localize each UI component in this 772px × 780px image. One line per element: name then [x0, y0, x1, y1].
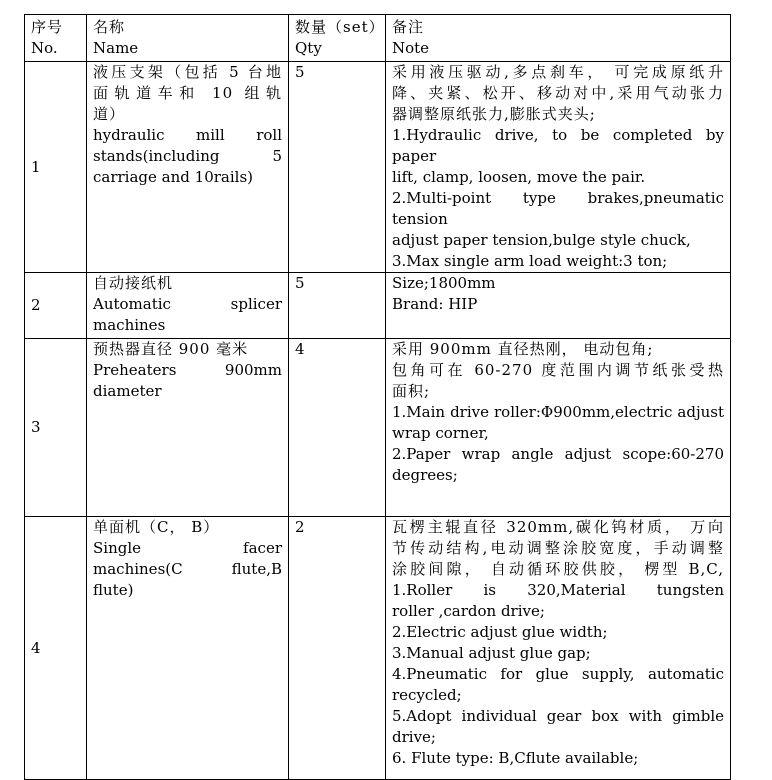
- header-qty: [289, 15, 386, 62]
- table-row: [25, 62, 731, 273]
- note-line: 4.Pneumatic for glue supply, automatic: [392, 665, 724, 683]
- note-line: 3.Max single arm load weight:3 ton;: [392, 252, 668, 270]
- header-no: [25, 15, 87, 62]
- note-line: 2.Paper wrap angle adjust scope:60-270: [392, 445, 724, 463]
- header-note-zh: 备注: [392, 18, 425, 36]
- note-line: 2.Multi-point type brakes,pneumatic tension: [392, 189, 724, 228]
- header-note: [386, 15, 731, 62]
- row-qty: 2: [289, 517, 386, 780]
- table-row: [25, 339, 731, 517]
- name-en-line: machines: [93, 316, 166, 334]
- name-zh-line: 液压支架（包括 5 台地: [93, 63, 282, 81]
- header-qty-en: Qty: [295, 39, 322, 57]
- note-line: 5.Adopt individual gear box with gimble: [392, 707, 724, 725]
- name-zh-line: 面轨道车和 10 组轨: [93, 84, 282, 102]
- note-line: recycled;: [392, 686, 462, 704]
- row-note: [386, 273, 731, 339]
- note-line: Size;1800mm: [392, 274, 496, 292]
- name-en-line: diameter: [93, 382, 162, 400]
- name-en-line: Automatic splicer: [93, 295, 282, 313]
- row-qty: 5: [289, 62, 386, 273]
- header-row: [25, 15, 731, 62]
- note-line: degrees;: [392, 466, 458, 484]
- name-en-line: Preheaters 900mm: [93, 361, 282, 379]
- name-zh-line: 单面机（C， B）: [93, 518, 220, 536]
- name-zh-line: 道）: [93, 105, 126, 123]
- table-row: [25, 517, 731, 780]
- row-no: 4: [25, 517, 87, 780]
- note-line: 1.Main drive roller:Φ900mm,electric adjust: [392, 403, 724, 421]
- note-line: 6. Flute type: B,Cflute available;: [392, 749, 639, 767]
- note-line: lift, clamp, loosen, move the pair.: [392, 168, 646, 186]
- header-note-en: Note: [392, 39, 430, 57]
- note-line: roller ,cardon drive;: [392, 602, 545, 620]
- name-en-line: hydraulic mill roll: [93, 126, 282, 144]
- table-row: [25, 273, 731, 339]
- row-note: [386, 339, 731, 517]
- note-line: 瓦楞主辊直径 320mm,碳化钨材质， 万向: [392, 518, 724, 536]
- note-line: 采用 900mm 直径热刚， 电动包角;: [392, 340, 654, 358]
- row-name: [87, 517, 289, 780]
- row-no: 2: [25, 273, 87, 339]
- row-name: [87, 273, 289, 339]
- note-line: 面积;: [392, 382, 431, 400]
- note-line: wrap corner,: [392, 424, 489, 442]
- note-line: adjust paper tension,bulge style chuck,: [392, 231, 691, 249]
- note-line: 采用液压驱动,多点刹车， 可完成原纸升: [392, 63, 724, 81]
- row-name: [87, 62, 289, 273]
- note-line: drive;: [392, 728, 436, 746]
- note-line: Brand: HIP: [392, 295, 478, 313]
- row-name: [87, 339, 289, 517]
- note-line: 器调整原纸张力,膨胀式夹头;: [392, 105, 596, 123]
- note-line: 3.Manual adjust glue gap;: [392, 644, 591, 662]
- header-qty-zh: 数量（set）: [295, 18, 385, 36]
- note-line: 2.Electric adjust glue width;: [392, 623, 608, 641]
- note-line: 包角可在 60-270 度范围内调节纸张受热: [392, 361, 724, 379]
- row-no: 1: [25, 62, 87, 273]
- note-line: 涂胶间隙， 自动循环胶供胶， 楞型 B,C,: [392, 560, 724, 578]
- name-en-line: carriage and 10rails): [93, 168, 253, 186]
- row-qty: 5: [289, 273, 386, 339]
- name-en-line: Single facer: [93, 539, 282, 557]
- row-note: [386, 62, 731, 273]
- header-name-zh: 名称: [93, 18, 126, 36]
- name-en-line: machines(C flute,B: [93, 560, 282, 578]
- note-line: 1.Roller is 320,Material tungsten: [392, 581, 724, 599]
- name-en-line: stands(including 5: [93, 147, 282, 165]
- name-zh-line: 预热器直径 900 毫米: [93, 340, 249, 358]
- name-zh-line: 自动接纸机: [93, 274, 174, 292]
- note-line: 降、夹紧、松开、移动对中,采用气动张力: [392, 84, 724, 102]
- row-qty: 4: [289, 339, 386, 517]
- note-line: 1.Hydraulic drive, to be completed by paper: [392, 126, 724, 165]
- header-name-en: Name: [93, 39, 139, 57]
- name-en-line: flute): [93, 581, 134, 599]
- equipment-spec-table: [24, 14, 731, 780]
- row-note: [386, 517, 731, 780]
- row-no: 3: [25, 339, 87, 517]
- header-name: [87, 15, 289, 62]
- header-no-en: No.: [31, 39, 58, 57]
- header-no-zh: 序号: [31, 18, 64, 36]
- note-line: 节传动结构,电动调整涂胶宽度，手动调整: [392, 539, 724, 557]
- spec-table-container: [24, 14, 731, 780]
